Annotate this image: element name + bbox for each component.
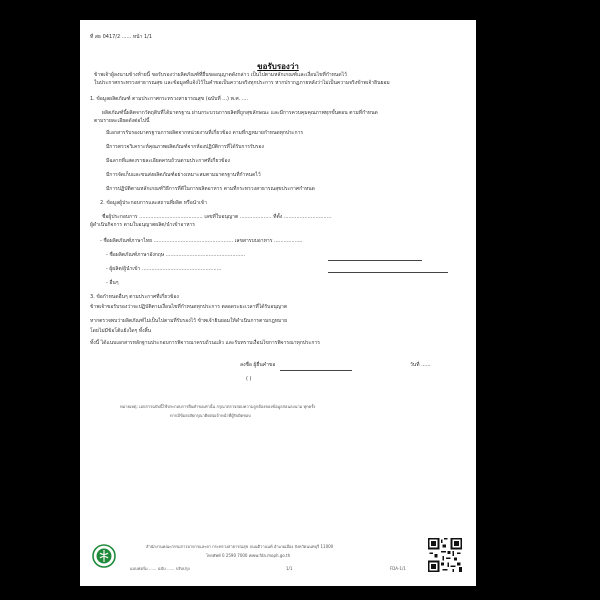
bottom-left-text: แบบฟอร์ม ...... ฉบับ ...... ปรับปรุง bbox=[130, 566, 190, 571]
checklist-item: มีเอกสารรับรองมาตรฐานการผลิตจากหน่วยงานที่เกี่ยวข้อง ตามที่กฎหมายกำหนดทุกประการ bbox=[106, 130, 303, 136]
intro-line-2: ในประกาศกระทรวงสาธารณสุข และข้อมูลที่แจ้งไว้ในคำขอเป็นความจริงทุกประการ หากปรากฏภายหลังว่าไม่เป็นความจริงข้าพเจ้ายินยอม bbox=[94, 80, 390, 86]
section-1-body-1: ผลิตภัณฑ์นี้ผลิตจากวัตถุดิบที่ได้มาตรฐาน ผ่านกระบวนการผลิตที่ถูกสุขลักษณะ และมีการควบคุมคุณภาพทุกขั้นตอน ตามที่กำหนด bbox=[102, 110, 378, 116]
footer-note-1: หมายเหตุ: เอกสารฉบับนี้ใช้ประกอบการยื่นคำขอเท่านั้น กรุณาตรวจสอบความถูกต้องของข้อมูลก่อนลงนาม ทุกครั้ง bbox=[120, 404, 316, 409]
reference-number: ที่ สธ 0417/2 ...... หน้า 1/1 bbox=[90, 34, 153, 40]
document-page bbox=[80, 20, 476, 586]
document-title: ขอรับรองว่า bbox=[257, 62, 299, 71]
footer-note-2: หากมีข้อสงสัยกรุณาติดต่อเจ้าหน้าที่ผู้รับผิดชอบ bbox=[170, 413, 251, 418]
signature-label: ลงชื่อ ผู้ยื่นคำขอ bbox=[240, 362, 276, 368]
note-line: ข้าพเจ้าขอรับรองว่าจะปฏิบัติตามเงื่อนไขที่กำหนดทุกประการ ตลอดระยะเวลาที่ได้รับอนุญาต bbox=[90, 304, 288, 310]
ministry-seal-icon bbox=[92, 544, 116, 568]
section-2-body-1: ชื่อผู้ประกอบการ ........................................ เลขที่ใบอนุญาต .................... ที่ตั้ง .............................. bbox=[102, 214, 332, 220]
signature-date: วันที่ ...... bbox=[410, 362, 431, 368]
checklist-item: มีการจัดเก็บและขนส่งผลิตภัณฑ์อย่างเหมาะสมตามมาตรฐานที่กำหนดไว้ bbox=[106, 172, 261, 178]
fill-line: - ผู้ผลิต/ผู้นำเข้า .................................................. bbox=[106, 266, 222, 272]
section-2-heading: 2. ข้อมูลผู้ประกอบการและสถานที่ผลิต หรือนำเข้า bbox=[100, 200, 207, 206]
section-2-body-2: ผู้ดำเนินกิจการ ตามใบอนุญาตผลิต/นำเข้าอาหาร bbox=[90, 222, 195, 228]
fill-underline bbox=[328, 260, 422, 261]
checklist-item: มีฉลากที่แสดงรายละเอียดครบถ้วนตามประกาศที่เกี่ยวข้อง bbox=[106, 158, 230, 164]
checklist-item: มีการตรวจวิเคราะห์คุณภาพผลิตภัณฑ์จากห้องปฏิบัติการที่ได้รับการรับรอง bbox=[106, 144, 264, 150]
fill-line: - อื่นๆ bbox=[106, 280, 119, 286]
bottom-line-1: สำนักงานคณะกรรมการอาหารและยา กระทรวงสาธารณสุข ถนนติวานนท์ อำเภอเมือง จังหวัดนนทบุรี 11000 bbox=[146, 544, 334, 549]
section-1-heading: 1. ข้อมูลผลิตภัณฑ์ ตามประกาศกระทรวงสาธารณสุข (ฉบับที่ ...) พ.ศ. .... bbox=[90, 96, 249, 102]
fill-underline bbox=[328, 272, 448, 273]
fill-line: - ชื่อผลิตภัณฑ์ภาษาอังกฤษ .................................................. bbox=[106, 252, 246, 258]
bottom-line-2: โทรศัพท์ 0 2590 7000 www.fda.moph.go.th bbox=[206, 553, 291, 558]
bottom-page-number: 1/1 bbox=[286, 566, 293, 571]
signature-line bbox=[280, 370, 352, 371]
intro-line-1: ข้าพเจ้าผู้ลงนามข้างท้ายนี้ ขอรับรองว่าผลิตภัณฑ์ที่ยื่นขออนุญาตดังกล่าว เป็นไปตามหลักเกณฑ์และเงื่อนไขที่กำหนดไว้ bbox=[94, 72, 347, 78]
signature-name: ( ) bbox=[246, 376, 252, 382]
bottom-form-code: FDA-1/1 bbox=[390, 566, 406, 571]
section-1-body-2: ตามรายละเอียดดังต่อไปนี้ bbox=[94, 118, 150, 124]
checklist-item: มีการปฏิบัติตามหลักเกณฑ์วิธีการที่ดีในการผลิตอาหาร ตามที่กระทรวงสาธารณสุขประกาศกำหนด bbox=[106, 186, 315, 192]
notes-heading: 3. ข้อกำหนดอื่นๆ ตามประกาศที่เกี่ยวข้อง bbox=[90, 294, 179, 300]
note-line: ทั้งนี้ ได้แนบเอกสารหลักฐานประกอบการพิจารณาครบถ้วนแล้ว และรับทราบเงื่อนไขการพิจารณาทุกประการ bbox=[90, 340, 320, 346]
note-line: หากตรวจพบว่าผลิตภัณฑ์ไม่เป็นไปตามที่รับรองไว้ ข้าพเจ้ายินยอมให้ดำเนินการตามกฎหมาย bbox=[90, 318, 288, 324]
fill-line: - ชื่อผลิตภัณฑ์ภาษาไทย .................................................. เลขสารบบอาหาร .................. bbox=[100, 238, 303, 244]
qr-code-icon bbox=[428, 538, 462, 572]
note-line: โดยไม่มีข้อโต้แย้งใดๆ ทั้งสิ้น bbox=[90, 328, 152, 334]
